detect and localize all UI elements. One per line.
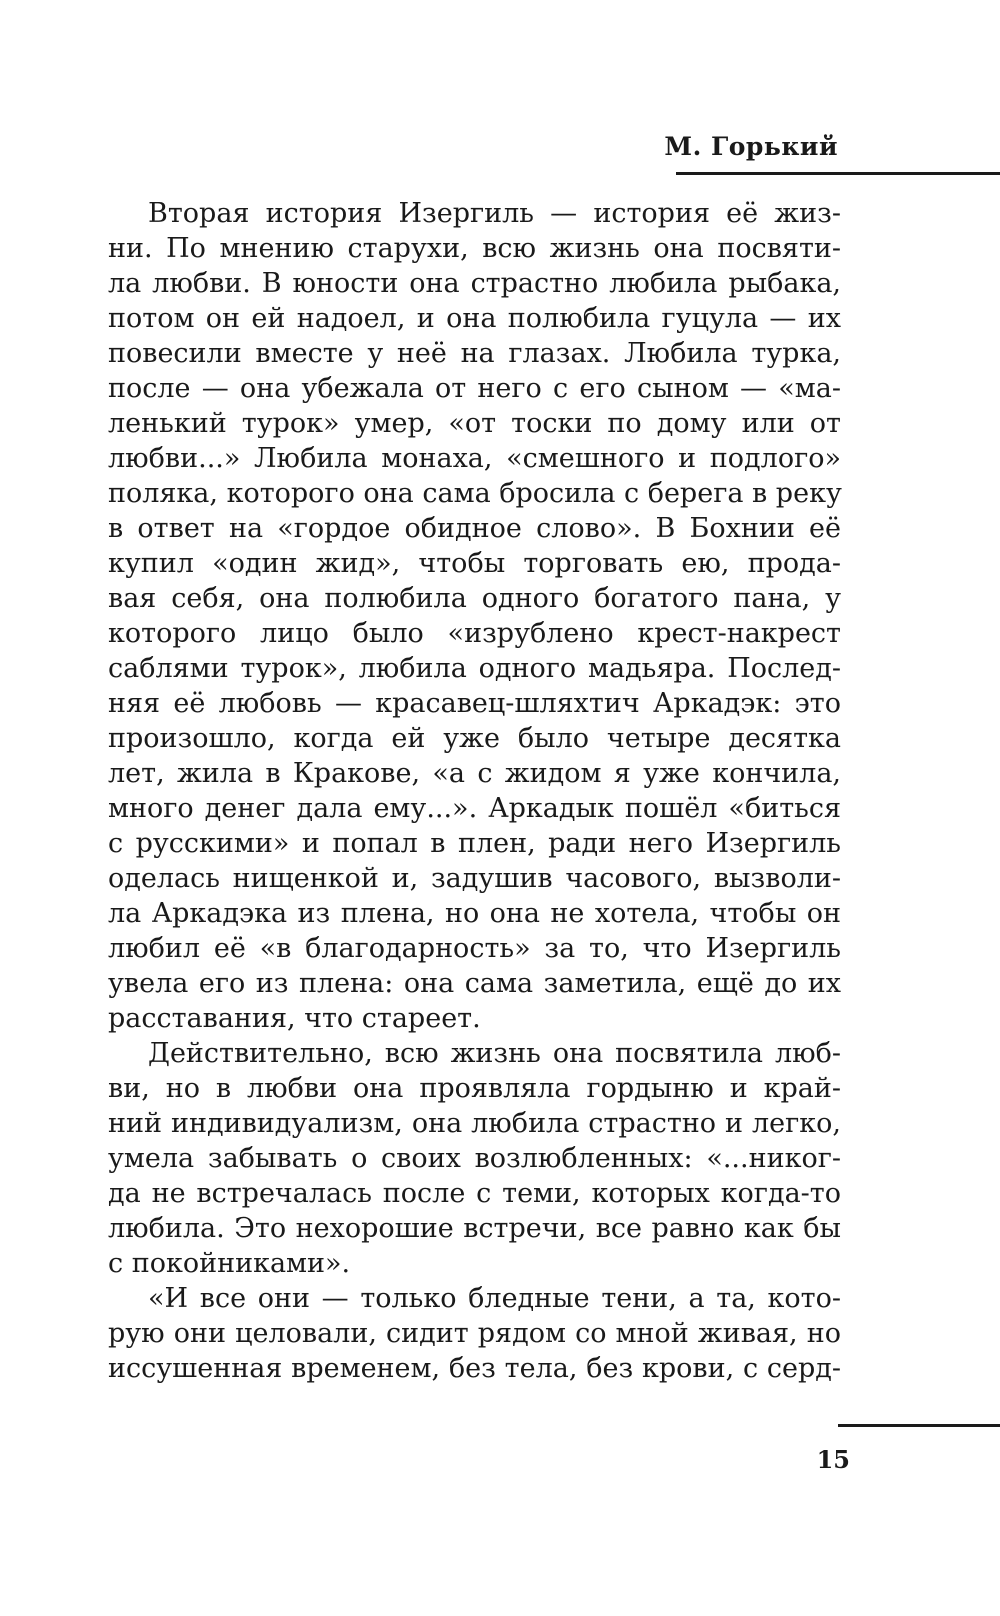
text-line: лет, жила в Кракове, «а с жидом я уже кончила, (108, 758, 841, 789)
text-line: ла любви. В юности она страстно любила рыбака, (108, 268, 841, 299)
running-header (664, 132, 1000, 172)
text-line: с покойниками». (108, 1248, 351, 1279)
text-line: няя её любовь — красавец-шляхтич Аркадэк: это (108, 688, 841, 719)
text-line: ний индивидуализм, она любила страстно и легко, (108, 1108, 841, 1139)
text-line: любил её «в благодарность» за то, что Изергиль (108, 933, 841, 964)
text-line: ни. По мнению старухи, всю жизнь она посвяти- (108, 233, 841, 264)
text-line: любви...» Любила монаха, «смешного и подлого» (108, 443, 841, 474)
text-line: рую они целовали, сидит рядом со мной живая, но (108, 1318, 841, 1349)
text-line: вая себя, она полюбила одного богатого пана, у (108, 583, 841, 614)
text-line: расставания, что стареет. (108, 1003, 481, 1034)
text-line: с русскими» и попал в плен, ради него Изергиль (108, 828, 841, 859)
text-line: повесили вместе у неё на глазах. Любила турка, (108, 338, 841, 369)
text-line: потом он ей надоел, и она полюбила гуцула — их (108, 303, 841, 334)
text-line: умела забывать о своих возлюбленных: «...никог- (108, 1143, 841, 1174)
header-rule (676, 172, 1000, 175)
running-header-author: М. Горький (664, 132, 838, 161)
text-line: Вторая история Изергиль — история её жиз- (148, 198, 841, 229)
text-line: ленький турок» умер, «от тоски по дому или от (108, 408, 841, 439)
text-line: саблями турок», любила одного мадьяра. Послед- (108, 653, 841, 684)
text-line: любила. Это нехорошие встречи, все равно как бы (108, 1213, 841, 1244)
text-line: иссушенная временем, без тела, без крови, с серд- (108, 1353, 841, 1384)
text-line: поляка, которого она сама бросила с берега в реку (108, 478, 842, 509)
text-line: увела его из плена: она сама заметила, ещё до их (108, 968, 841, 999)
text-line: ви, но в любви она проявляла гордыню и край- (108, 1073, 841, 1104)
text-line: Действительно, всю жизнь она посвятила люб- (148, 1038, 841, 1069)
text-line: в ответ на «гордое обидное слово». В Бохнии её (108, 513, 841, 544)
text-line: «И все они — только бледные тени, а та, кото- (148, 1283, 841, 1314)
text-line: оделась нищенкой и, задушив часового, вызволи- (108, 863, 841, 894)
text-line: ла Аркадэка из плена, но она не хотела, чтобы он (108, 898, 841, 929)
text-line: купил «один жид», чтобы торговать ею, прода- (108, 548, 841, 579)
body-text (108, 196, 841, 1386)
text-line: много денег дала ему...». Аркадык пошёл «биться (108, 793, 841, 824)
page-number: 15 (816, 1445, 850, 1474)
text-line: произошло, когда ей уже было четыре десятка (108, 723, 841, 754)
text-line: после — она убежала от него с его сыном — «ма- (108, 373, 841, 404)
text-line: да не встречалась после с теми, которых когда-то (108, 1178, 841, 1209)
footer-rule (838, 1424, 1000, 1427)
text-line: которого лицо было «изрублено крест-накрест (108, 618, 841, 649)
